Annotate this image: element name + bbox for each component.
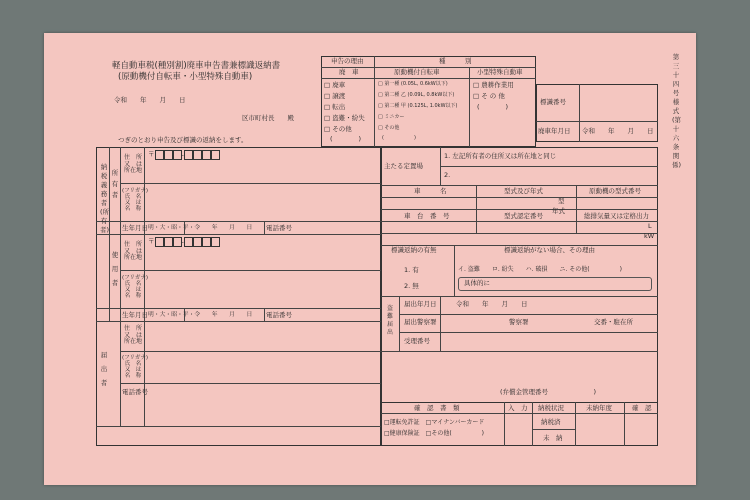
owner-phone-label: 電話番号 bbox=[266, 224, 292, 232]
filer-address-label: 住 所 又 は 所在地 bbox=[123, 325, 142, 346]
gentsuki-col-header: 原動機付自転車 bbox=[394, 68, 440, 76]
insurance-number-label: (弁償金管理番号 ) bbox=[500, 388, 597, 396]
confirm-docs-row1[interactable]: □運転免許証 □マイナンバーカード bbox=[384, 419, 485, 426]
kogata-other-checkbox[interactable]: □ そ の 他 bbox=[473, 92, 505, 100]
year-label: 年式 bbox=[552, 207, 565, 215]
cert-no-label: 型式認定番号 bbox=[504, 212, 543, 220]
gentsuki-other-detail[interactable]: ( ) bbox=[382, 135, 416, 141]
gentsuki-type2b-checkbox[interactable]: □ 第二種 乙 (0.09L, 0.8kW以下) bbox=[378, 92, 455, 98]
user-name-label: (フリガナ) 氏 名 又 は 名 称 bbox=[122, 275, 149, 300]
kogata-other-detail[interactable]: ( ) bbox=[477, 103, 509, 111]
unpaid-year-header: 未納年度 bbox=[586, 404, 612, 412]
user-postal-code[interactable]: 〒 - bbox=[148, 237, 220, 247]
receipt-number-label: 受理番号 bbox=[404, 337, 430, 345]
return-reasons-options[interactable]: イ. 盗難 ロ. 紛失 ハ. 破損 ニ. その他( ) bbox=[458, 266, 622, 273]
unit-kw: kW bbox=[644, 232, 655, 240]
report-date-value[interactable]: 令和 年 月 日 bbox=[456, 300, 528, 308]
user-phone-label: 電話番号 bbox=[266, 311, 292, 319]
form-title: 軽自動車税(種別割)廃車申告書兼標識返納書 bbox=[112, 61, 281, 71]
owner-postal-code[interactable]: 〒 - bbox=[148, 150, 220, 160]
submission-date: 令和 年 月 日 bbox=[114, 96, 186, 104]
unit-l: L bbox=[648, 222, 652, 230]
reason-header: 申告の理由 bbox=[331, 57, 364, 65]
model-year-label: 型式及び年式 bbox=[504, 187, 543, 195]
confirm-docs-header: 確 認 書 類 bbox=[414, 404, 460, 412]
return-header: 標識返納の有無 bbox=[391, 246, 437, 254]
confirm-docs-row2[interactable]: □健康保険証 □その他( ) bbox=[384, 430, 485, 437]
police-station-value[interactable]: 警察署 bbox=[509, 318, 529, 326]
addressee: 区市町村長 殿 bbox=[242, 114, 294, 122]
car-name-label: 車 名 bbox=[414, 187, 447, 195]
type-header: 種 別 bbox=[439, 57, 472, 65]
haisha-col-header: 廃 車 bbox=[339, 68, 359, 76]
reason-joto-checkbox[interactable]: □ 譲渡 bbox=[324, 92, 346, 100]
check-header: 確 認 bbox=[632, 404, 652, 412]
kogata-col-header: 小型特殊自動車 bbox=[477, 68, 523, 76]
reason-other-detail[interactable]: ( ) bbox=[330, 135, 362, 143]
storage-option-2[interactable]: 2. bbox=[444, 171, 451, 179]
form-number-label: 第三十四号様式(第十六条関係) bbox=[672, 53, 682, 169]
postal-mark: 〒 bbox=[148, 150, 155, 158]
displacement-label: 総排気量又は定格出力 bbox=[584, 212, 649, 220]
engine-model-label: 原動機の型式番号 bbox=[589, 187, 641, 195]
reason-haisha-checkbox[interactable]: □ 廃車 bbox=[324, 81, 346, 89]
owner-birth-label: 生年月日 bbox=[122, 224, 148, 232]
user-section-label: 使用者 bbox=[111, 251, 119, 287]
chassis-label: 車 台 番 号 bbox=[404, 212, 450, 220]
gentsuki-other-checkbox[interactable]: □ その他 bbox=[378, 125, 400, 131]
gentsuki-type2a-checkbox[interactable]: □ 第二種 甲 (0.125L, 1.0kW以下) bbox=[378, 103, 458, 109]
form-subtitle: (原動機付自転車・小型特殊自動車) bbox=[118, 72, 253, 82]
postal-mark: 〒 bbox=[148, 237, 155, 245]
gentsuki-type1-checkbox[interactable]: □ 第一種 (0.05L, 0.6kW以下) bbox=[378, 81, 448, 87]
reason-tonan-checkbox[interactable]: □ 盗難・紛失 bbox=[324, 114, 365, 122]
return-yes-option[interactable]: 1. 有 bbox=[404, 266, 419, 274]
plate-date-label: 廃車年月日 bbox=[538, 127, 571, 135]
owner-birth-value[interactable]: 明・大・昭・平・令 年 月 日 bbox=[148, 225, 253, 231]
model-label: 型 bbox=[558, 197, 565, 205]
owner-section-label: 所有者 bbox=[111, 169, 119, 199]
user-birth-value[interactable]: 明・大・昭・平・令 年 月 日 bbox=[148, 312, 253, 318]
tax-paid-label[interactable]: 納税済 bbox=[541, 418, 561, 426]
filer-phone-label: 電話番号 bbox=[122, 388, 148, 396]
police-station-label: 届出警察署 bbox=[404, 318, 437, 326]
kogata-farm-checkbox[interactable]: □ 農耕作業用 bbox=[473, 81, 514, 89]
police-box-value[interactable]: 交番・駐在所 bbox=[594, 318, 633, 326]
taxpayer-section-label: 納税義務者(所有者) bbox=[100, 163, 110, 234]
plate-number-label: 標識番号 bbox=[540, 98, 566, 106]
intro-text: つぎのとおり申告及び標識の返納をします。 bbox=[118, 136, 248, 144]
storage-label: 主たる定置場 bbox=[384, 162, 423, 170]
minicar-checkbox[interactable]: □ ミニカー bbox=[378, 114, 405, 120]
theft-report-label: 盗難届出 bbox=[386, 305, 393, 336]
form-sheet bbox=[44, 33, 696, 485]
tax-status-header: 納税状況 bbox=[538, 404, 564, 412]
plate-date-value[interactable]: 令和 年 月 日 bbox=[582, 127, 654, 135]
owner-name-label: (フリガナ) 氏 名 又 は 名 称 bbox=[122, 188, 149, 213]
reason-other-checkbox[interactable]: □ その他 bbox=[324, 125, 352, 133]
return-no-option[interactable]: 2. 無 bbox=[404, 282, 419, 290]
storage-option-1[interactable]: 1. 左記所有者の住所又は所在地と同じ bbox=[444, 152, 557, 160]
input-header: 入 力 bbox=[508, 404, 528, 412]
tax-unpaid-label[interactable]: 未 納 bbox=[543, 434, 563, 442]
user-birth-label: 生年月日 bbox=[122, 311, 148, 319]
user-address-label: 住 所 又 は 所在地 bbox=[123, 241, 142, 262]
report-date-label: 届出年月日 bbox=[404, 300, 437, 308]
filer-name-label: (フリガナ) 氏 名 又 は 名 称 bbox=[122, 355, 149, 380]
return-reason-header: 標識返納がない場合、その理由 bbox=[504, 246, 595, 254]
reason-tenshutsu-checkbox[interactable]: □ 転出 bbox=[324, 103, 346, 111]
owner-address-label: 住 所 又 は 所在地 bbox=[123, 154, 142, 175]
filer-section-label: 届出者 bbox=[100, 351, 108, 387]
detail-label: 具体的に bbox=[464, 279, 490, 287]
